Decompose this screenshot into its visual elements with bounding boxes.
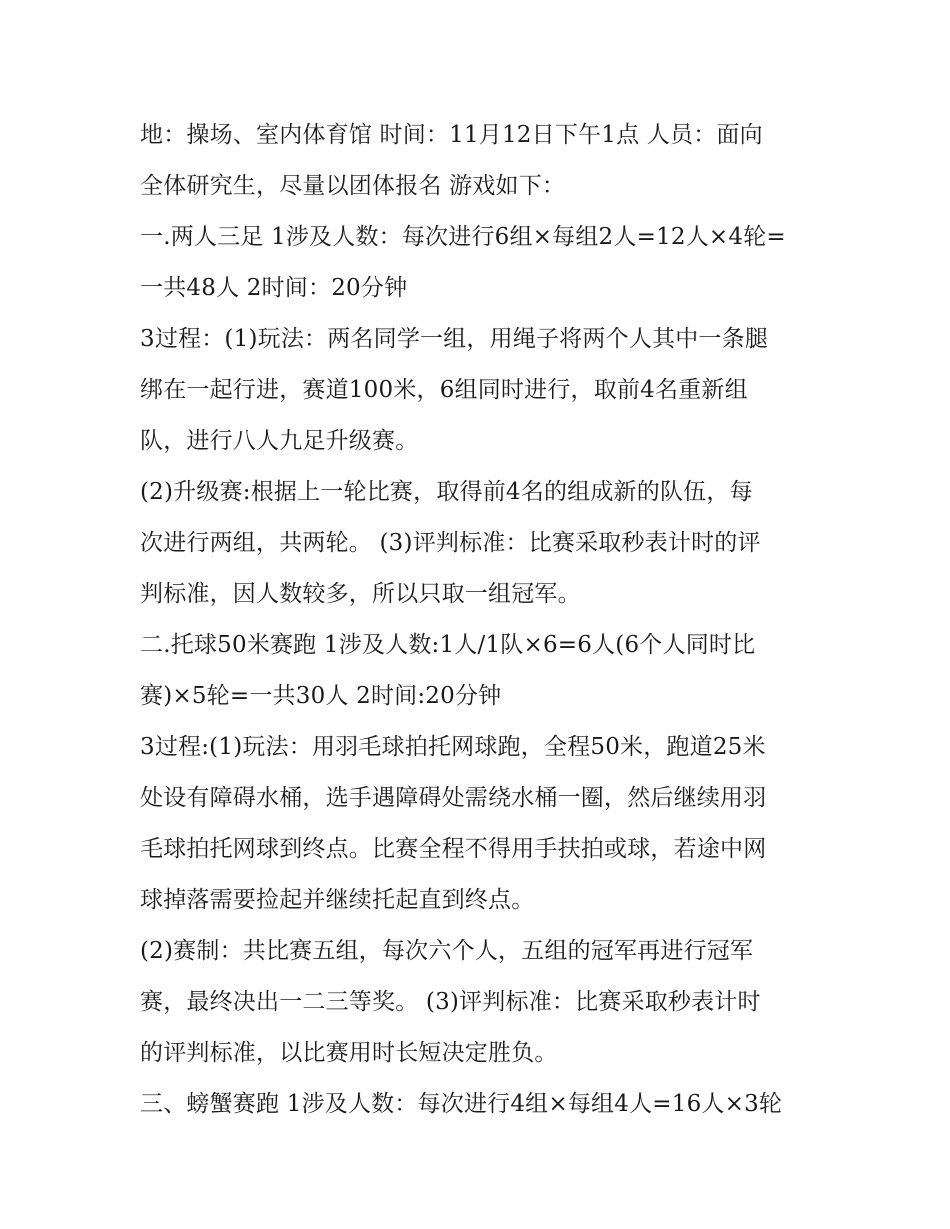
text-line: 球掉落需要捡起并继续托起直到终点。	[140, 887, 535, 913]
text-line: 地：操场、室内体育馆 时间：11月12日下午1点 人员：面向	[140, 122, 763, 148]
text-line: 一共48人 2时间：20分钟	[140, 275, 408, 301]
text-line: 全体研究生，尽量以团体报名 游戏如下：	[140, 173, 566, 199]
text-line: (2)升级赛:根据上一轮比赛，取得前4名的组成新的队伍，每	[140, 479, 753, 505]
text-line: 赛，最终决出一二三等奖。 (3)评判标准：比赛采取秒表计时	[140, 989, 761, 1015]
text-line: 三、螃蟹赛跑 1涉及人数：每次进行4组×每组4人=16人×3轮	[140, 1091, 783, 1117]
document-body	[140, 110, 820, 1130]
text-line: 3过程:(1)玩法：用羽毛球拍托网球跑，全程50米，跑道25米	[140, 734, 766, 760]
text-line: 判标准，因人数较多，所以只取一组冠军。	[140, 581, 581, 607]
text-line: 绑在一起行进，赛道100米，6组同时进行，取前4名重新组	[140, 377, 748, 403]
text-line: 二.托球50米赛跑 1涉及人数:1人/1队×6=6人(6个人同时比	[140, 632, 756, 658]
text-line: 毛球拍托网球到终点。比赛全程不得用手扶拍或球，若途中网	[140, 836, 767, 862]
text-line: 次进行两组，共两轮。 (3)评判标准：比赛采取秒表计时的评	[140, 530, 761, 556]
text-line: 一.两人三足 1涉及人数：每次进行6组×每组2人=12人×4轮=	[140, 224, 786, 250]
text-line: (2)赛制：共比赛五组，每次六个人，五组的冠军再进行冠军	[140, 938, 754, 964]
text-line: 队，进行八人九足升级赛。	[140, 428, 419, 454]
text-line: 3过程：(1)玩法：两名同学一组，用绳子将两个人其中一条腿	[140, 326, 769, 352]
text-line: 处设有障碍水桶，选手遇障碍处需绕水桶一圈，然后继续用羽	[140, 785, 767, 811]
text-line: 赛)×5轮=一共30人 2时间:20分钟	[140, 683, 502, 709]
text-line: 的评判标准，以比赛用时长短决定胜负。	[140, 1040, 558, 1066]
